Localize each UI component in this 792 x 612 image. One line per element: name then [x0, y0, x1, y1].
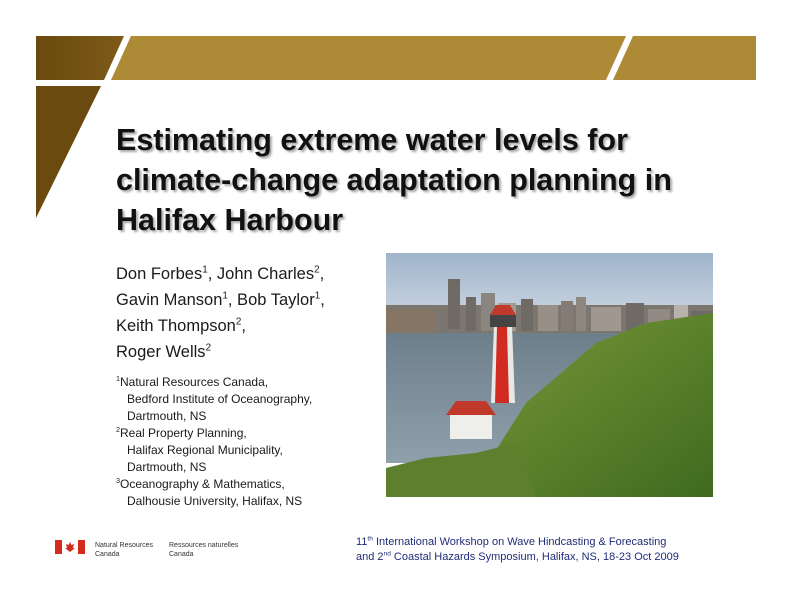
affiliation-1 — [116, 374, 386, 425]
author-sup: 2 — [205, 342, 212, 354]
footer-line-2 — [356, 550, 736, 565]
author-sep: , — [241, 317, 246, 335]
photo-keepers-house — [446, 401, 496, 439]
author-sup: 1 — [314, 290, 321, 302]
author-name: Don Forbes — [116, 265, 203, 283]
author-name: Keith Thompson — [116, 317, 236, 335]
author-line-4 — [116, 339, 386, 365]
dept-line: Ressources naturelles — [169, 542, 239, 549]
dept-line: Canada — [169, 551, 194, 558]
affiliation-line: Halifax Regional Municipality, — [127, 443, 283, 457]
affiliation-line: Dartmouth, NS — [127, 409, 207, 423]
author-sup: 2 — [314, 264, 320, 276]
canada-flag-icon — [55, 540, 85, 554]
banner-light-strip-2 — [613, 36, 756, 80]
affiliation-line: Dalhousie University, Halifax, NS — [127, 494, 303, 508]
affiliation-sup: 3 — [116, 476, 120, 485]
author-name: Roger Wells — [116, 343, 206, 361]
footer-text: and 2 — [356, 551, 384, 563]
footer-sup: nd — [383, 550, 391, 558]
affiliation-org: Oceanography & Mathematics, — [120, 477, 285, 491]
author-sup: 1 — [202, 264, 208, 276]
author-line-2 — [116, 287, 386, 313]
page-title — [116, 120, 736, 240]
conference-footer — [356, 535, 736, 565]
affiliation-sup: 2 — [116, 425, 120, 434]
dept-name-english — [95, 541, 165, 559]
banner-dark-wedge — [36, 86, 101, 218]
author-sep: , — [319, 265, 325, 283]
affiliation-2 — [116, 425, 386, 476]
dept-name-french — [169, 541, 259, 559]
title-line-2: climate-change adaptation planning in — [116, 163, 672, 197]
affiliation-sup: 1 — [116, 374, 120, 383]
lighthouse-photo — [386, 253, 713, 497]
footer-text: Coastal Hazards Symposium, Halifax, NS, 18-23 Oct 2009 — [390, 551, 679, 563]
author-sep: , — [320, 291, 325, 309]
author-list — [116, 261, 386, 365]
affiliation-list — [116, 374, 386, 510]
affiliation-org: Real Property Planning, — [120, 426, 247, 440]
banner-light-strip-1 — [111, 36, 626, 80]
affiliation-line: Dartmouth, NS — [127, 460, 207, 474]
footer-text: 11 — [356, 536, 368, 548]
author-line-3 — [116, 313, 386, 339]
affiliation-org: Natural Resources Canada, — [120, 375, 269, 389]
banner-dark-block — [36, 36, 124, 80]
dept-line: Canada — [95, 551, 120, 558]
author-sup: 1 — [222, 290, 228, 302]
dept-line: Natural Resources — [95, 542, 153, 549]
photo-lighthouse — [490, 305, 516, 403]
affiliation-line: Bedford Institute of Oceanography, — [127, 392, 313, 406]
footer-sup: th — [367, 535, 373, 543]
author-name: , Bob Taylor — [227, 291, 315, 309]
title-line-1: Estimating extreme water levels for — [116, 123, 628, 157]
author-name: Gavin Manson — [116, 291, 223, 309]
author-sup: 2 — [235, 316, 242, 328]
author-name: , John Charles — [207, 265, 315, 283]
footer-text: International Workshop on Wave Hindcasting & Forecasting — [372, 536, 667, 548]
author-line-1 — [116, 261, 386, 287]
footer-line-1 — [356, 535, 736, 550]
affiliation-3 — [116, 476, 386, 510]
title-line-3: Halifax Harbour — [116, 203, 344, 237]
